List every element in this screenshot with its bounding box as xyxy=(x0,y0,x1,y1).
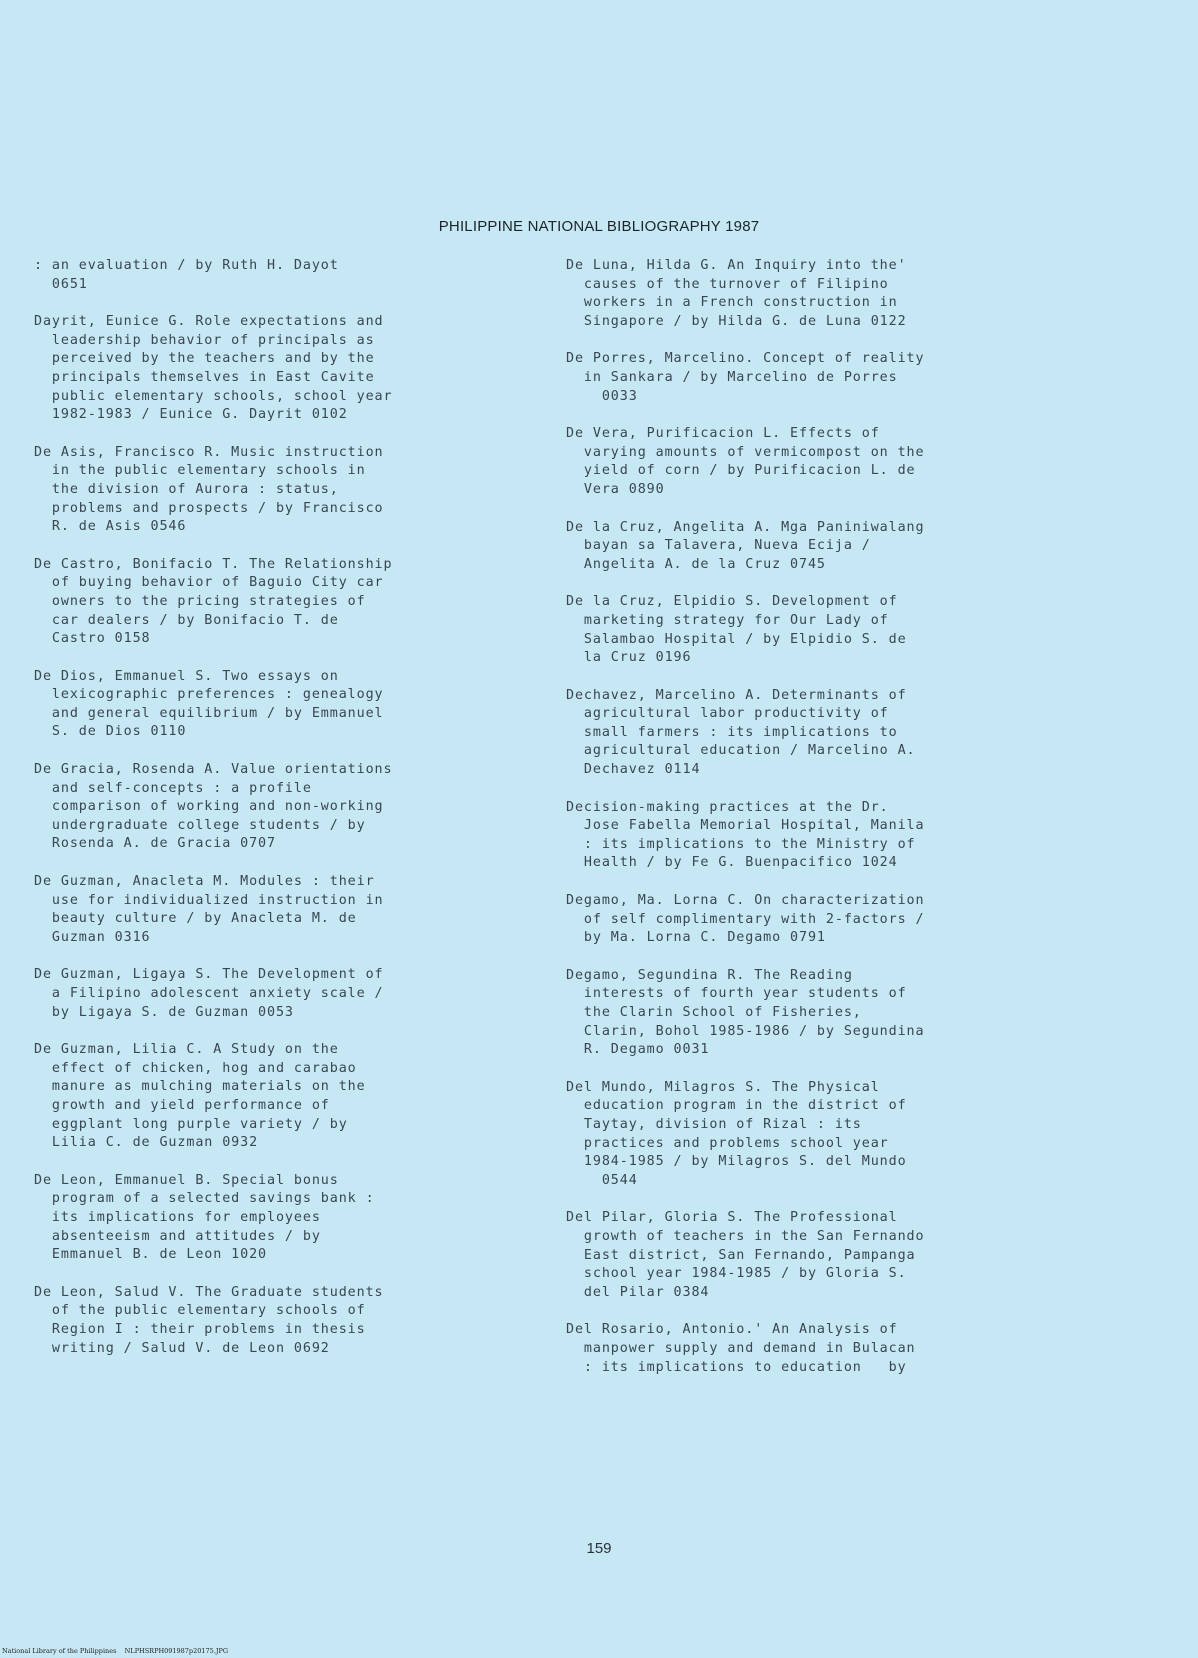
bibliography-entry: De Guzman, Lilia C. A Study on the effect of chicken, hog and carabao manure as mulching materials on the growth and yield performance of eggplant long purple variety / by Lilia C. de Guzman 0932 xyxy=(34,1042,366,1151)
bibliography-entry: De Guzman, Ligaya S. The Development of a Filipino adolescent anxiety scale / by Ligaya S. de Guzman 0053 xyxy=(34,967,384,1020)
bibliography-entry: De Gracia, Rosenda A. Value orientations and self-concepts : a profile comparison of working and non-working undergraduate college students / by Rosenda A. de Gracia 0707 xyxy=(34,762,393,852)
left-column xyxy=(34,257,534,1377)
bibliography-entry: Degamo, Ma. Lorna C. On characterization of self complimentary with 2-factors / by Ma. Lorna C. Degamo 0791 xyxy=(566,893,925,946)
bibliography-entry: De Castro, Bonifacio T. The Relationship of buying behavior of Baguio City car owners to the pricing strategies of car dealers / by Bonifacio T. de Castro 0158 xyxy=(34,556,393,647)
bibliography-entry: Dayrit, Eunice G. Role expectations and leadership behavior of principals as perceived by the teachers and by the principals themselves in East Cavite public elementary schools, school year 1982-1983 / Eunice G. Dayrit 0102 xyxy=(34,314,393,423)
bibliography-entry: De Leon, Salud V. The Graduate students of the public elementary schools of Region I : their problems in thesis writing / Salud V. de Leon 0692 xyxy=(34,1284,384,1356)
bibliography-entry: : an evaluation / by Ruth H. Dayot 0651 xyxy=(34,258,339,292)
bibliography-entry: De la Cruz, Elpidio S. Development of marketing strategy for Our Lady of Salambao Hospital / by Elpidio S. de la Cruz 0196 xyxy=(566,594,907,666)
bibliography-entry: Del Rosario, Antonio.' An Analysis of manpower supply and demand in Bulacan : its implications to education by xyxy=(566,1322,916,1375)
bibliography-entry: Dechavez, Marcelino A. Determinants of agricultural labor productivity of small farmers : its implications to agricultural education / Marcelino A. Dechavez 0114 xyxy=(566,687,916,778)
bibliography-entry: De Asis, Francisco R. Music instruction in the public elementary schools in the division of Aurora : status, problems and prospects / by Francisco R. de Asis 0546 xyxy=(34,444,384,535)
right-column xyxy=(566,257,1066,1396)
bibliography-entry: Del Pilar, Gloria S. The Professional growth of teachers in the San Fernando East district, San Fernando, Pampanga school year 1984-1985 / by Gloria S. del Pilar 0384 xyxy=(566,1210,925,1300)
bibliography-entry: De la Cruz, Angelita A. Mga Paniniwalang bayan sa Talavera, Nueva Ecija / Angelita A. de la Cruz 0745 xyxy=(566,519,925,572)
bibliography-entry: De Leon, Emmanuel B. Special bonus program of a selected savings bank : its implications for employees absenteeism and attitudes / by Emmanuel B. de Leon 1020 xyxy=(34,1172,375,1263)
page-number: 159 xyxy=(586,1540,612,1557)
footer-caption: National Library of the Philippines NLPHSRPH091987p20175.JPG xyxy=(2,1647,229,1655)
bibliography-entry: Del Mundo, Milagros S. The Physical education program in the district of Taytay, division of Rizal : its practices and problems school year 1984-1985 / by Milagros S. del Mundo 0544 xyxy=(566,1079,907,1188)
bibliography-entry: De Porres, Marcelino. Concept of reality in Sankara / by Marcelino de Porres 0033 xyxy=(566,351,925,404)
page-header: PHILIPPINE NATIONAL BIBLIOGRAPHY 1987 xyxy=(438,218,760,235)
bibliography-entry: De Vera, Purificacion L. Effects of varying amounts of vermicompost on the yield of corn / by Purificacion L. de Vera 0890 xyxy=(566,426,925,497)
bibliography-entry: De Luna, Hilda G. An Inquiry into the' causes of the turnover of Filipino workers in a French construction in Singapore / by Hilda G. de Luna 0122 xyxy=(566,258,907,329)
bibliography-entry: Decision-making practices at the Dr. Jose Fabella Memorial Hospital, Manila : its implications to the Ministry of Health / by Fe G. Buenpacifico 1024 xyxy=(566,799,925,871)
bibliography-entry: Degamo, Segundina R. The Reading interests of fourth year students of the Clarin School of Fisheries, Clarin, Bohol 1985-1986 / by Segundina R. Degamo 0031 xyxy=(566,967,925,1058)
bibliography-entry: De Dios, Emmanuel S. Two essays on lexicographic preferences : genealogy and general equilibrium / by Emmanuel S. de Dios 0110 xyxy=(34,668,384,740)
bibliography-entry: De Guzman, Anacleta M. Modules : their use for individualized instruction in beauty culture / by Anacleta M. de Guzman 0316 xyxy=(34,874,384,945)
